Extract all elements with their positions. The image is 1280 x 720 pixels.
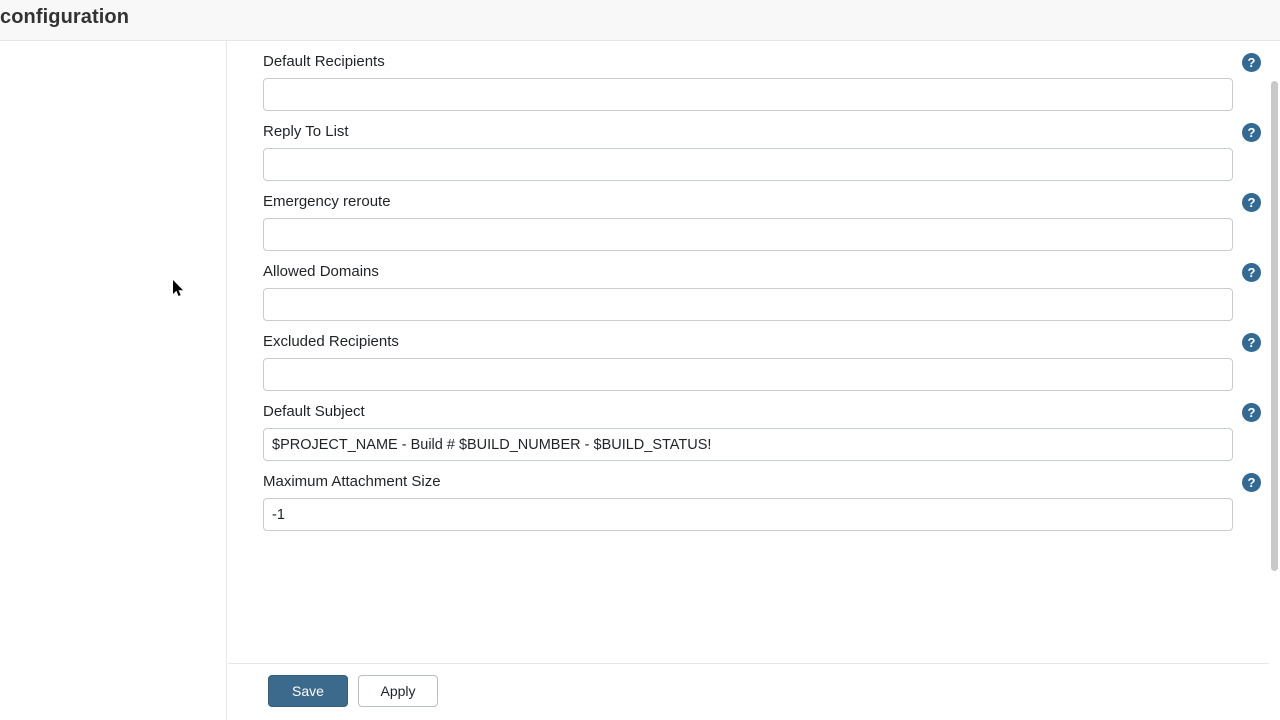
configuration-form: [228, 41, 1269, 531]
form-field-row: [263, 111, 1268, 181]
form-field-row: [263, 251, 1268, 321]
field-input[interactable]: [263, 218, 1233, 251]
sidebar: [0, 41, 227, 720]
apply-button[interactable]: Apply: [358, 675, 438, 707]
field-input[interactable]: [263, 428, 1233, 461]
help-icon[interactable]: ?: [1242, 53, 1261, 72]
help-icon[interactable]: ?: [1242, 403, 1261, 422]
form-field-row: [263, 321, 1268, 391]
form-action-bar: [228, 663, 1269, 720]
vertical-scrollbar[interactable]: [1269, 41, 1280, 720]
field-input[interactable]: [263, 78, 1233, 111]
form-field-row: [263, 461, 1268, 531]
form-field-row: [263, 391, 1268, 461]
field-label: Allowed Domains: [263, 263, 379, 280]
help-icon[interactable]: ?: [1242, 193, 1261, 212]
form-field-row: [263, 41, 1268, 111]
page-header: [0, 0, 1280, 41]
help-icon[interactable]: ?: [1242, 473, 1261, 492]
main-content: [228, 41, 1269, 720]
field-label: Emergency reroute: [263, 193, 391, 210]
field-input[interactable]: [263, 358, 1233, 391]
form-field-row: [263, 181, 1268, 251]
field-input[interactable]: [263, 498, 1233, 531]
save-button[interactable]: Save: [268, 675, 348, 707]
field-input[interactable]: [263, 288, 1233, 321]
field-label: Excluded Recipients: [263, 333, 399, 350]
help-icon[interactable]: ?: [1242, 333, 1261, 352]
field-input[interactable]: [263, 148, 1233, 181]
field-label: Reply To List: [263, 123, 349, 140]
scrollbar-thumb[interactable]: [1271, 81, 1278, 571]
help-icon[interactable]: ?: [1242, 263, 1261, 282]
field-label: Default Recipients: [263, 53, 385, 70]
page-title: configuration: [0, 6, 130, 28]
field-label: Maximum Attachment Size: [263, 473, 441, 490]
help-icon[interactable]: ?: [1242, 123, 1261, 142]
field-label: Default Subject: [263, 403, 365, 420]
